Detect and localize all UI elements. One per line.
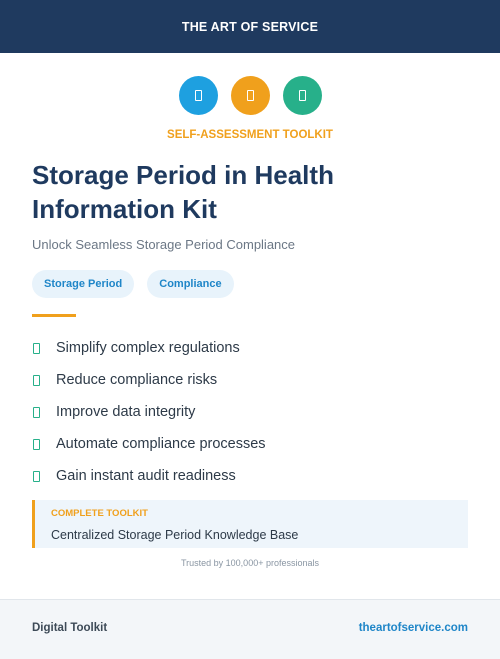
website-link[interactable]: theartofservice.com bbox=[358, 622, 468, 634]
feature-text: Simplify complex regulations bbox=[56, 340, 240, 356]
kicker-label: SELF-ASSESSMENT TOOLKIT bbox=[167, 129, 333, 141]
feature-text: Improve data integrity bbox=[56, 404, 196, 420]
tag-list bbox=[32, 270, 234, 298]
checkbox-icon bbox=[33, 343, 40, 354]
chart-icon bbox=[231, 76, 270, 115]
feature-item bbox=[32, 332, 266, 364]
footer-label: Digital Toolkit bbox=[32, 622, 108, 634]
brand-name: THE ART OF SERVICE bbox=[181, 19, 319, 34]
feature-text: Gain instant audit readiness bbox=[56, 468, 236, 484]
top-banner bbox=[0, 0, 500, 53]
feature-item bbox=[32, 396, 266, 428]
checkbox-icon bbox=[33, 407, 40, 418]
feature-text: Reduce compliance risks bbox=[56, 372, 218, 388]
accent-divider bbox=[32, 314, 76, 317]
callout-text: Centralized Storage Period Knowledge Base bbox=[51, 528, 299, 542]
feature-item bbox=[32, 428, 266, 460]
checkbox-icon bbox=[33, 471, 40, 482]
tag-compliance[interactable]: Compliance bbox=[147, 270, 233, 298]
feature-list bbox=[32, 332, 266, 492]
feature-item bbox=[32, 364, 266, 396]
feature-text: Automate compliance processes bbox=[56, 436, 266, 452]
tag-storage-period[interactable]: Storage Period bbox=[32, 270, 134, 298]
trust-note: Trusted by 100,000+ professionals bbox=[180, 558, 319, 568]
checkbox-icon bbox=[33, 439, 40, 450]
shield-icon bbox=[179, 76, 218, 115]
page-title: Storage Period in Health Information Kit bbox=[32, 160, 334, 224]
page-subtitle: Unlock Seamless Storage Period Compliance bbox=[32, 237, 296, 252]
toolkit-callout bbox=[32, 500, 468, 548]
feature-item bbox=[32, 460, 266, 492]
check-icon bbox=[283, 76, 322, 115]
icon-row bbox=[0, 76, 500, 115]
checkbox-icon bbox=[33, 375, 40, 386]
footer bbox=[0, 599, 500, 659]
callout-label: COMPLETE TOOLKIT bbox=[51, 508, 148, 519]
